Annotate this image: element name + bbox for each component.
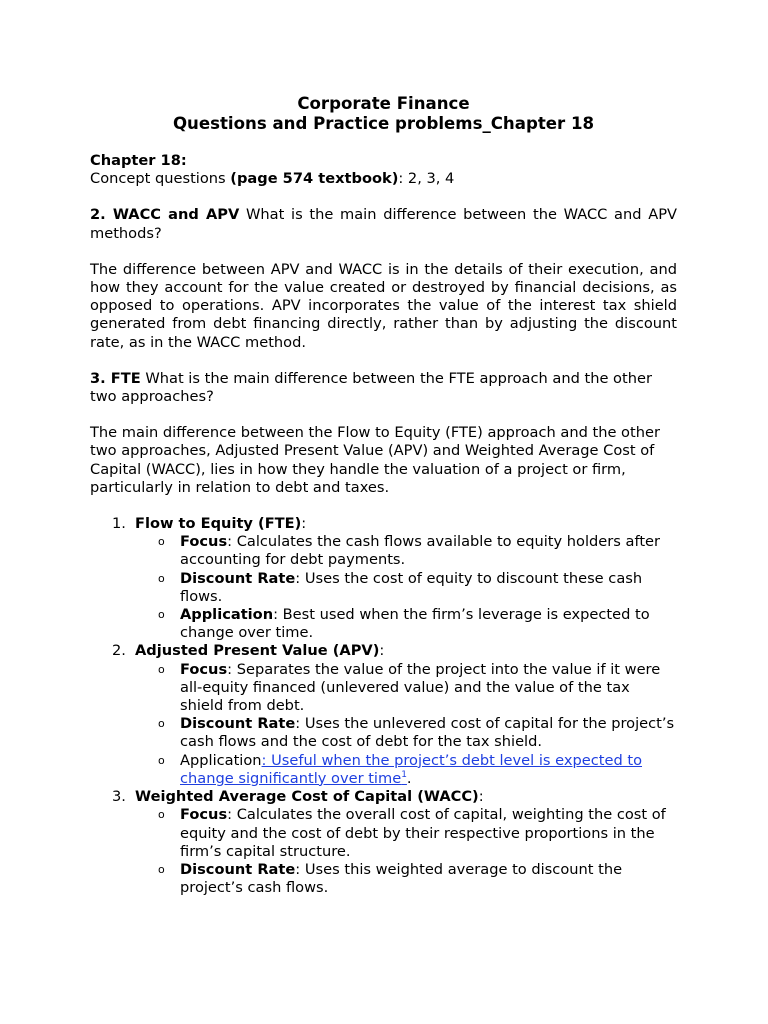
question-3-text: What is the main difference between the FTE approach and the other two approaches?: [90, 369, 652, 406]
bullet-icon: o: [158, 608, 165, 622]
method-item-wacc: 3. Weighted Average Cost of Capital (WACC): o Focus: Calculates the overall cost of capital, weighting the cost of equity and the cost of debt by their respective proportions in the firm’s capital structure. o Discount Rate: Uses this weighted average to discount the project’s cash flows.: [90, 788, 677, 897]
list-item: o Discount Rate: Uses the cost of equity to discount these cash flows.: [158, 569, 643, 605]
list-item: o Application: Useful when the project’s debt level is expected to change significantly over time$^1$.: [158, 751, 643, 787]
list-item: o Application: Best used when the firm’s leverage is expected to change over time.: [158, 606, 650, 642]
methods-list: [90, 515, 677, 897]
bullet-icon: o: [158, 753, 165, 767]
method-name: Flow to Equity (FTE): [135, 515, 302, 533]
title-line-1: Corporate Finance: [297, 94, 470, 113]
document-title: [90, 94, 677, 134]
answer-2: The difference between APV and WACC is in the details of their execution, and how they account for the value created or destroyed by financial decisions, as opposed to operations. APV incorporates the value of the interest tax shield generated from debt financing directly, rather than by adjusting the discount rate, as in the WACC method.: [90, 260, 677, 351]
chapter-heading: Chapter 18:: [90, 152, 187, 169]
list-item: o Discount Rate: Uses the unlevered cost of capital for the project’s cash flows and the cost of debt for the tax shield.: [158, 715, 675, 751]
list-number: 2.: [112, 642, 126, 660]
list-number: 3.: [112, 788, 126, 806]
list-item: o Focus: Separates the value of the project into the value if it were all-equity financed (unlevered value) and the value of the tax shield from debt.: [158, 660, 661, 715]
application-label: Application: [180, 751, 262, 769]
list-item: o Focus: Calculates the cash flows available to equity holders after accounting for debt payments.: [158, 533, 661, 569]
list-number: 1.: [112, 515, 126, 533]
method-item-fte: 1. Flow to Equity (FTE): o Focus: Calculates the cash flows available to equity holders after accounting for debt payments. o Discount Rate: Uses the cost of equity to discount these cash flows. o Application: Best used when the firm’s leverage is expected to change over time.: [90, 515, 677, 642]
question-2: [90, 206, 677, 242]
document-page: [90, 94, 677, 897]
list-item: o Focus: Calculates the overall cost of capital, weighting the cost of equity and the cost of debt by their respective proportions in the firm’s capital structure.: [158, 806, 666, 860]
question-2-label: 2. WACC and APV: [90, 206, 240, 224]
question-3: [90, 370, 677, 406]
footnote-link[interactable]: : Useful when the project’s debt level is expected to change significantly over time: [180, 751, 643, 787]
answer-3: The main difference between the Flow to Equity (FTE) approach and the other two approaches, Adjusted Present Value (APV) and Weighted Average Cost of Capital (WACC), lies in how they handle the valuation of a project or firm, particularly in relation to debt and taxes.: [90, 424, 660, 496]
bullet-icon: o: [158, 862, 165, 876]
bullet-icon: o: [158, 717, 165, 731]
title-line-2: Questions and Practice problems_Chapter 18: [172, 114, 595, 133]
question-3-label: 3. FTE: [90, 369, 141, 387]
bullet-icon: o: [158, 571, 165, 585]
method-name: Adjusted Present Value (APV): [135, 642, 380, 660]
bullet-icon: o: [158, 662, 165, 676]
list-item: o Discount Rate: Uses this weighted average to discount the project’s cash flows.: [158, 860, 623, 897]
method-item-apv: 2. Adjusted Present Value (APV): o Focus: Separates the value of the project into the value if it were all-equity financed (unlevered value) and the value of the tax shield from debt. o Discount Rate: Uses the unlevered cost of capital for the project’s cash flows and the cost of debt for the tax shield. o Application: Useful when the project’s debt level is expected to change significantly over time$^1$.: [90, 642, 677, 788]
concept-questions: Concept questions (page 574 textbook): 2, 3, 4: [90, 170, 455, 188]
method-name: Weighted Average Cost of Capital (WACC): [135, 788, 479, 806]
question-2-text: What is the main difference between the WACC and APV methods?: [90, 206, 677, 242]
bullet-icon: o: [158, 535, 165, 549]
footnote-ref-1[interactable]: 1: [401, 770, 407, 781]
bullet-icon: o: [158, 808, 165, 822]
